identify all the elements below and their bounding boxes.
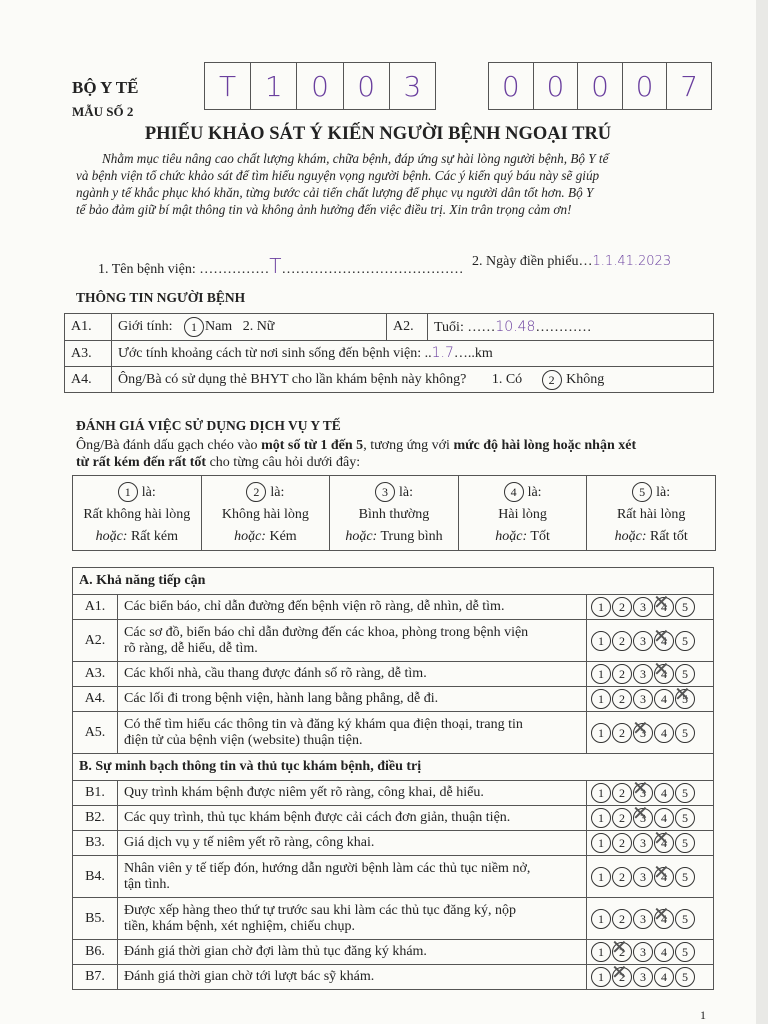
- rating-option-2[interactable]: 2: [612, 597, 632, 617]
- scale-alt: Kém: [269, 529, 297, 544]
- rating-option-2[interactable]: 2: [612, 867, 632, 887]
- rating-option-4[interactable]: 4: [654, 783, 674, 803]
- rating-options: [587, 781, 714, 806]
- rating-option-1[interactable]: 1: [591, 664, 611, 684]
- scale-alt: Rất tốt: [650, 529, 688, 544]
- scale-item: [73, 476, 202, 550]
- age-value: 10.48: [495, 318, 536, 335]
- rating-option-4[interactable]: 4 ✕: [654, 597, 674, 617]
- code-cell: 0: [578, 63, 623, 109]
- question-code: B2.: [73, 806, 118, 831]
- question-text: Đánh giá thời gian chờ đợi làm thủ tục đăng ký khám.: [118, 940, 587, 965]
- question-code: B3.: [73, 831, 118, 856]
- row-code: A1.: [65, 314, 112, 341]
- scale-alt: Trung bình: [380, 529, 443, 544]
- rating-option-3[interactable]: 3: [633, 867, 653, 887]
- scale-alt: Rất kém: [130, 529, 179, 544]
- rating-option-2[interactable]: 2: [612, 783, 632, 803]
- rating-options: [587, 806, 714, 831]
- no-label: Không: [566, 371, 605, 387]
- question-text: Nhân viên y tế tiếp đón, hướng dẫn người bệnh làm các thủ tục niềm nở, tận tình.: [118, 856, 587, 898]
- rating-option-2[interactable]: 2: [612, 723, 632, 743]
- section-title: A. Khả năng tiếp cận: [73, 568, 714, 595]
- intro-line: ngành y tế khắc phục khó khăn, từng bước cải tiến chất lượng để phục vụ người dân tốt hơn. Bộ Y: [76, 185, 594, 200]
- rating-option-2[interactable]: 2: [612, 808, 632, 828]
- question-code: A2.: [73, 620, 118, 662]
- code-cell: 0: [489, 63, 534, 109]
- scale-or: hoặc:: [614, 529, 647, 544]
- gender-option-male[interactable]: 1: [184, 317, 204, 337]
- rating-option-3[interactable]: 3: [633, 909, 653, 929]
- rating-option-3[interactable]: 3: [633, 942, 653, 962]
- patient-info-table: [64, 313, 714, 393]
- code-cell: 1: [251, 63, 297, 109]
- distance-field[interactable]: Ước tính khoảng cách từ nơi sinh sống đến bệnh viện: ..1.7…..km: [112, 341, 714, 367]
- scale-number: 1: [118, 482, 138, 502]
- scale-la: là:: [398, 485, 413, 500]
- rating-option-3[interactable]: 3 ✕: [633, 808, 653, 828]
- rating-option-3[interactable]: 3 ✕: [633, 723, 653, 743]
- rating-option-4[interactable]: 4: [654, 808, 674, 828]
- distance-value: 1.7: [431, 345, 454, 361]
- rating-option-2[interactable]: 2: [612, 689, 632, 709]
- scale-item: [202, 476, 331, 550]
- rating-option-2[interactable]: 2 ✕: [612, 942, 632, 962]
- question-row: [73, 940, 714, 965]
- intro-line: Nhằm mục tiêu nâng cao chất lượng khám, chữa bệnh, đáp ứng sự hài lòng người bệnh, Bộ Y tế: [102, 151, 609, 166]
- scale-item: [459, 476, 588, 550]
- scale-or: hoặc:: [95, 529, 128, 544]
- rating-options: [587, 620, 714, 662]
- rating-options: [587, 662, 714, 687]
- scale-or: hoặc:: [495, 529, 528, 544]
- rating-options: [587, 712, 714, 754]
- question-code: B6.: [73, 940, 118, 965]
- question-row: [73, 965, 714, 990]
- rating-option-2[interactable]: 2: [612, 664, 632, 684]
- rating-option-3[interactable]: 3: [633, 631, 653, 651]
- evaluation-heading: ĐÁNH GIÁ VIỆC SỬ DỤNG DỊCH VỤ Y TẾ: [76, 418, 341, 433]
- rating-option-5[interactable]: 5: [675, 631, 695, 651]
- rating-options: [587, 595, 714, 620]
- question-row: [73, 712, 714, 754]
- form-number: MẪU SỐ 2: [72, 104, 134, 119]
- patient-info-heading: THÔNG TIN NGƯỜI BỆNH: [76, 290, 246, 305]
- age-field[interactable]: Tuổi: ……10.48…………: [428, 314, 714, 341]
- question-row: [73, 781, 714, 806]
- question-code: A1.: [73, 595, 118, 620]
- question-row: [73, 620, 714, 662]
- rating-option-2[interactable]: 2: [612, 909, 632, 929]
- rating-option-3[interactable]: 3: [633, 967, 653, 987]
- gender-field[interactable]: [112, 314, 387, 341]
- scale-la: là:: [141, 485, 156, 500]
- question-text: Được xếp hàng theo thứ tự trước sau khi làm các thủ tục đăng ký, nộp tiền, khám bệnh, xét nghiệm, chiếu chụp.: [118, 898, 587, 940]
- rating-option-5[interactable]: 5: [675, 783, 695, 803]
- rating-option-1[interactable]: 1: [591, 631, 611, 651]
- page-number: 1: [700, 1008, 706, 1022]
- scale-la: là:: [656, 485, 671, 500]
- question-text: Các sơ đồ, biển báo chỉ dẫn đường đến các khoa, phòng trong bệnh viện rõ ràng, dễ hiểu, dễ tìm.: [118, 620, 587, 662]
- rating-option-1[interactable]: 1: [591, 723, 611, 743]
- scale-number: 2: [246, 482, 266, 502]
- rating-option-4[interactable]: 4 ✕: [654, 631, 674, 651]
- question-code: A4.: [73, 687, 118, 712]
- rating-options: [587, 940, 714, 965]
- rating-option-4[interactable]: 4: [654, 942, 674, 962]
- scale-number: 5: [632, 482, 652, 502]
- gender-option-female[interactable]: 2. Nữ: [242, 319, 275, 335]
- code-cell: T: [205, 63, 251, 109]
- rating-option-4[interactable]: 4: [654, 723, 674, 743]
- rating-option-5[interactable]: 5: [675, 909, 695, 929]
- code-cell: 3: [403, 69, 422, 103]
- rating-option-1[interactable]: 1: [591, 909, 611, 929]
- rating-option-4[interactable]: 4: [654, 967, 674, 987]
- code-cell: 0: [623, 63, 668, 109]
- intro-line: và bệnh viện tổ chức khảo sát để tìm hiểu nguyện vọng người bệnh. Các ý kiến quý báu này sẽ giúp: [76, 168, 600, 183]
- question-text: Có thể tìm hiểu các thông tin và đăng ký khám qua điện thoại, trang tin điện tử của bệnh viện (website) thuận tiện.: [118, 712, 587, 754]
- question-code: B5.: [73, 898, 118, 940]
- rating-options: [587, 687, 714, 712]
- scale-label: Bình thường: [358, 507, 430, 522]
- scale-label: Rất hài lòng: [616, 507, 686, 522]
- question-row: [73, 831, 714, 856]
- rating-scale-legend: [72, 475, 716, 551]
- rating-option-1[interactable]: 1: [591, 867, 611, 887]
- question-code: A5.: [73, 712, 118, 754]
- rating-option-4[interactable]: 4 ✕: [654, 833, 674, 853]
- hospital-code-box[interactable]: [204, 62, 436, 110]
- evaluation-instructions: Ông/Bà đánh dấu gạch chéo vào một số từ 1 đến 5, tương ứng với mức độ hài lòng hoặc nhận xét từ rất kém đến rất tốt cho từng câu hỏi dưới đây:: [76, 438, 637, 470]
- rating-option-5[interactable]: 5: [675, 723, 695, 743]
- rating-option-1[interactable]: 1: [591, 597, 611, 617]
- gender-label: Giới tính:: [118, 319, 173, 335]
- question-code: B1.: [73, 781, 118, 806]
- rating-option-5[interactable]: 5: [675, 597, 695, 617]
- scale-la: là:: [527, 485, 542, 500]
- scale-number: 4: [504, 482, 524, 502]
- insurance-option-no[interactable]: 2: [542, 370, 562, 390]
- scale-item: [330, 476, 459, 550]
- code-cell: 0: [297, 63, 343, 109]
- intro-paragraph: [76, 150, 716, 218]
- row-code: A4.: [65, 367, 112, 393]
- rating-option-2[interactable]: 2: [612, 631, 632, 651]
- rating-option-1[interactable]: 1: [591, 942, 611, 962]
- question-row: [73, 595, 714, 620]
- scale-label: Rất không hài lòng: [83, 507, 191, 522]
- rating-option-5[interactable]: 5: [675, 808, 695, 828]
- scale-label: Hài lòng: [498, 507, 547, 522]
- rating-option-1[interactable]: 1: [591, 808, 611, 828]
- question-text: Các lối đi trong bệnh viện, hành lang bằng phẳng, dễ đi.: [118, 687, 587, 712]
- rating-option-4[interactable]: 4 ✕: [654, 867, 674, 887]
- question-row: [73, 856, 714, 898]
- scale-item: [587, 476, 715, 550]
- rating-option-5[interactable]: 5: [675, 867, 695, 887]
- code-cell: 7: [680, 69, 699, 103]
- section-header: [73, 754, 714, 781]
- rating-option-2[interactable]: 2: [612, 833, 632, 853]
- question-row: [73, 687, 714, 712]
- rating-option-3[interactable]: 3: [633, 833, 653, 853]
- questions-table: [72, 567, 714, 990]
- question-text: Các khối nhà, cầu thang được đánh số rõ ràng, dễ tìm.: [118, 662, 587, 687]
- rating-option-4[interactable]: 4 ✕: [654, 909, 674, 929]
- code-cell: 0: [344, 63, 390, 109]
- male-label: Nam: [204, 319, 233, 335]
- hospital-name-value: T: [269, 254, 282, 278]
- rating-options: [587, 856, 714, 898]
- rating-option-5[interactable]: 5: [675, 967, 695, 987]
- hospital-name-field[interactable]: [98, 254, 463, 278]
- hospital-name-dots: …………………………………: [281, 262, 464, 277]
- insurance-field[interactable]: Ông/Bà có sử dụng thẻ BHYT cho lần khám bệnh này không? 1. Có 2 Không: [112, 367, 714, 393]
- survey-date-value: 1.1.41.2023: [592, 254, 672, 269]
- page-title: PHIẾU KHẢO SÁT Ý KIẾN NGƯỜI BỆNH NGOẠI TRÚ: [144, 124, 612, 144]
- rating-option-5[interactable]: 5: [675, 833, 695, 853]
- question-code: B4.: [73, 856, 118, 898]
- rating-option-1[interactable]: 1: [591, 783, 611, 803]
- question-code: A3.: [73, 662, 118, 687]
- rating-option-1[interactable]: 1: [591, 689, 611, 709]
- rating-option-5[interactable]: 5 ✕: [675, 689, 695, 709]
- question-text: Đánh giá thời gian chờ tới lượt bác sỹ khám.: [118, 965, 587, 990]
- question-row: [73, 898, 714, 940]
- rating-options: [587, 965, 714, 990]
- rating-options: [587, 898, 714, 940]
- rating-option-2[interactable]: 2 ✕: [612, 967, 632, 987]
- intro-line: tế bảo đảm giữ bí mật thông tin và không ảnh hưởng đến việc điều trị. Xin trân trọng cảm ơn!: [76, 202, 572, 217]
- rating-option-4[interactable]: 4 ✕: [654, 664, 674, 684]
- rating-options: [587, 831, 714, 856]
- question-text: Giá dịch vụ y tế niêm yết rõ ràng, công khai.: [118, 831, 587, 856]
- form-serial-box[interactable]: [488, 62, 712, 110]
- rating-option-5[interactable]: 5: [675, 942, 695, 962]
- ministry-label: BỘ Y TẾ: [72, 78, 139, 97]
- question-text: Quy trình khám bệnh được niêm yết rõ ràng, công khai, dễ hiểu.: [118, 781, 587, 806]
- scale-la: là:: [270, 485, 285, 500]
- row-code: A3.: [65, 341, 112, 367]
- section-title: B. Sự minh bạch thông tin và thủ tục khám bệnh, điều trị: [73, 754, 714, 781]
- question-text: Các quy trình, thủ tục khám bệnh được cải cách đơn giản, thuận tiện.: [118, 806, 587, 831]
- hospital-name-label: 1. Tên bệnh viện: ……………: [98, 262, 270, 277]
- scale-number: 3: [375, 482, 395, 502]
- code-cell: 0: [534, 63, 579, 109]
- rating-option-3[interactable]: 3 ✕: [633, 783, 653, 803]
- row-code: A2.: [387, 314, 428, 341]
- scale-label: Không hài lòng: [221, 507, 309, 522]
- rating-option-4[interactable]: 4: [654, 689, 674, 709]
- survey-date-field[interactable]: [472, 254, 671, 270]
- rating-option-3[interactable]: 3: [633, 689, 653, 709]
- question-row: [73, 806, 714, 831]
- question-code: B7.: [73, 965, 118, 990]
- scale-or: hoặc:: [234, 529, 266, 544]
- scale-alt: Tốt: [530, 529, 550, 544]
- insurance-option-yes[interactable]: 1. Có: [491, 371, 523, 387]
- rating-option-5[interactable]: 5: [675, 664, 695, 684]
- question-text: Các biển báo, chỉ dẫn đường đến bệnh viện rõ ràng, dễ nhìn, dễ tìm.: [118, 595, 587, 620]
- rating-option-1[interactable]: 1: [591, 967, 611, 987]
- section-header: [73, 568, 714, 595]
- question-row: [73, 662, 714, 687]
- survey-date-label: 2. Ngày điền phiếu…: [472, 254, 593, 269]
- rating-option-1[interactable]: 1: [591, 833, 611, 853]
- scale-or: hoặc:: [345, 529, 378, 544]
- rating-option-3[interactable]: 3: [633, 597, 653, 617]
- rating-option-3[interactable]: 3: [633, 664, 653, 684]
